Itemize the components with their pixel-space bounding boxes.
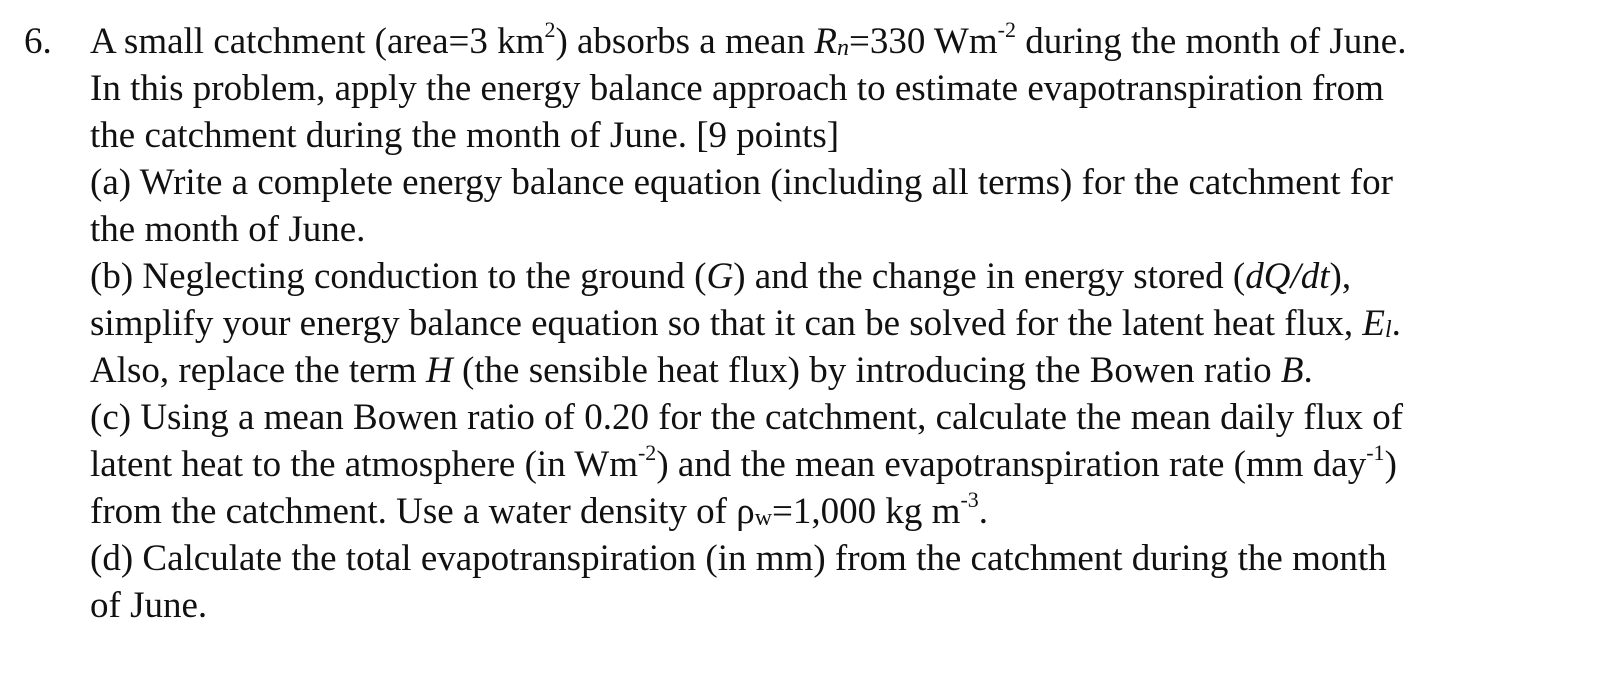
part-d-line-2: of June. (90, 585, 208, 626)
net-radiation-symbol: R (814, 21, 837, 62)
problem-content (90, 18, 1604, 629)
intro-line-3: the catchment during the month of June. [9 points] (90, 115, 840, 156)
part-d-line-1: (d) Calculate the total evapotranspiration (in mm) from the catchment during the month (90, 538, 1387, 579)
intro-line-2: In this problem, apply the energy balance approach to estimate evapotranspiration from (90, 68, 1384, 109)
part-a-line-1: (a) Write a complete energy balance equation (including all terms) for the catchment for (90, 162, 1393, 203)
intro-line-1: A small catchment (area=3 $km^2$) absorbs a mean $R_n=330$ $Wm^{-2}$ during the month of June. (90, 16, 1407, 62)
part-b-line-2: simplify your energy balance equation so that it can be solved for the latent heat flux, $E_l$. (90, 303, 1401, 344)
part-b-line-3: Also, replace the term H (the sensible heat flux) by introducing the Bowen ratio B. (90, 350, 1313, 391)
part-c-line-2: latent heat to the atmosphere (in $Wm^{-2}$) and the mean evapotranspiration rate (mm day$^{-1}$) (90, 439, 1397, 485)
part-c-line-3: from the catchment. Use a water density of $\rho_w=1,000$ kg $m^{-3}$. (90, 486, 989, 532)
part-a-line-2: the month of June. (90, 209, 366, 250)
part-c-line-1: (c) Using a mean Bowen ratio of 0.20 for the catchment, calculate the mean daily flux of (90, 397, 1404, 438)
problem-number: 6. (24, 21, 52, 62)
problem-6 (24, 18, 1604, 629)
part-b-line-1: (b) Neglecting conduction to the ground (G) and the change in energy stored (dQ/dt), (90, 256, 1352, 297)
